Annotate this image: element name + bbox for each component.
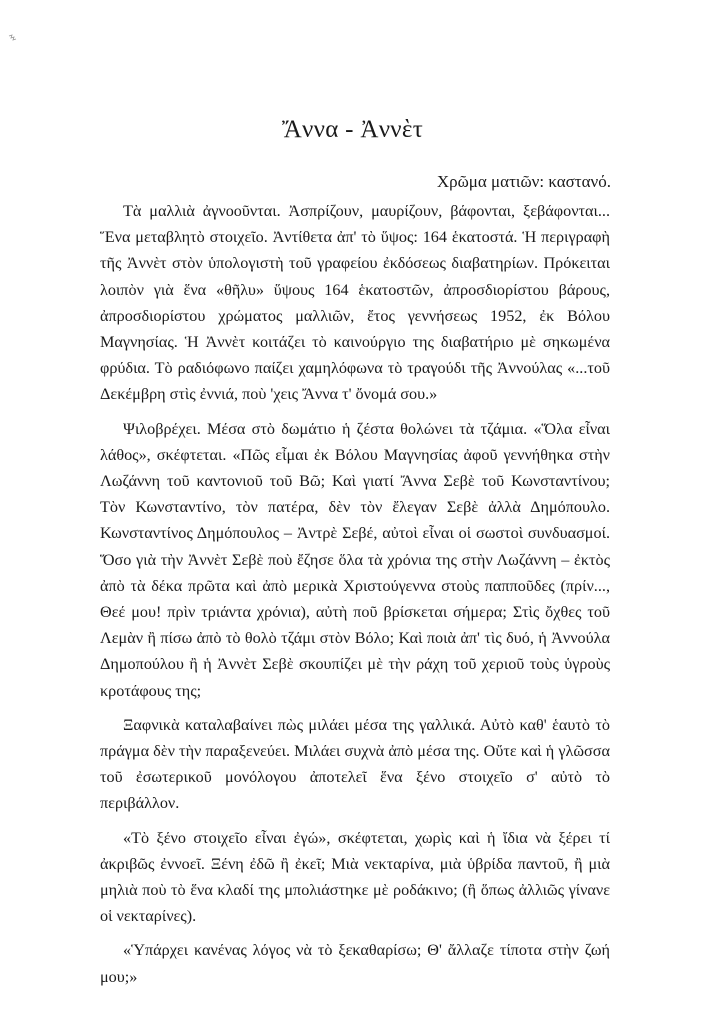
chapter-title: Ἄννα - Ἀννὲτ bbox=[281, 116, 424, 143]
paragraph-5: «Ὑπάρχει κανένας λόγος νὰ τὸ ξεκαθαρίσω; Θ' ἄλλαζε τίποτα στὴν ζωή μου;» bbox=[100, 941, 610, 986]
body-text bbox=[100, 198, 610, 998]
scan-speck-mark bbox=[8, 34, 18, 42]
epigraph-eye-color: Χρῶμα ματιῶν: καστανό. bbox=[436, 172, 611, 191]
paragraph-1: Τὰ μαλλιὰ ἀγνοοῦνται. Ἀσπρίζουν, μαυρίζουν, βάφονται, ξεβάφονται... Ἕνα μεταβλητὸ στοιχεῖο. Ἀντίθετα ἀπ' τὸ ὕψος: 164 ἑκατοστά. Ἡ περιγραφὴ τῆς Ἀννὲτ στὸν ὑπολογιστὴ τοῦ γραφείου ἐκδόσεως διαβατηρίων. Πρόκειται λοιπὸν γιὰ ἕνα «θῆλυ» ὕψους 164 ἑκατοστῶν, ἀπροσδιορίστου βάρους, ἀπροσδιορίστου χρώματος μαλλιῶν, ἔτος γεννήσεως 1952, ἐκ Βόλου Μαγνησίας. Ἡ Ἀννὲτ κοιτάζει τὸ καινούργιο της διαβατήριο μὲ σηκωμένα φρύδια. Τὸ ραδιόφωνο παίζει χαμηλόφωνα τὸ τραγούδι τῆς Ἀννούλας «...τοῦ Δεκέμβρη στὶς ἐννιά, ποὺ 'χεις Ἄννα τ' ὄνομά σου.» bbox=[100, 202, 610, 404]
paragraph-3: Ξαφνικὰ καταλαβαίνει πὼς μιλάει μέσα της γαλλικά. Αὐτὸ καθ' ἑαυτὸ τὸ πράγμα δὲν τὴν παραξενεύει. Μιλάει συχνὰ ἀπὸ μέσα της. Οὔτε καὶ ἡ γλῶσσα τοῦ ἐσωτερικοῦ μονόλογου ἀποτελεῖ ἕνα ξένο στοιχεῖο σ' αὐτὸ τὸ περιβάλλον. bbox=[100, 715, 610, 813]
paragraph-4: «Τὸ ξένο στοιχεῖο εἶναι ἐγώ», σκέφτεται, χωρὶς καὶ ἡ ἴδια νὰ ξέρει τί ἀκριβῶς ἐννοεῖ. Ξένη ἐδῶ ἢ ἐκεῖ; Μιὰ νεκταρίνα, μιὰ ὑβρίδα παντοῦ, ἢ μιὰ μηλιὰ ποὺ τὸ ἕνα κλαδί της μπολιάστηκε μὲ ροδάκινο; (ἢ ὅπως ἀλλιῶς γίνανε οἱ νεκταρίνες). bbox=[100, 828, 610, 926]
paragraph-2: Ψιλοβρέχει. Μέσα στὸ δωμάτιο ἡ ζέστα θολώνει τὰ τζάμια. «Ὅλα εἶναι λάθος», σκέφτεται. «Πῶς εἶμαι ἐκ Βόλου Μαγνησίας ἀφοῦ γεννήθηκα στὴν Λωζάννη τοῦ καντονιοῦ τοῦ Βῶ; Καὶ γιατί Ἄννα Σεβὲ τοῦ Κωνσταντίνου; Τὸν Κωνσταντίνο, τὸν πατέρα, δὲν τὸν ἔλεγαν Σεβὲ ἀλλὰ Δημόπουλο. Κωνσταντίνος Δημόπουλος – Ἀντρὲ Σεβέ, αὐτοὶ εἶναι οἱ σωστοὶ συνδυασμοί. Ὅσο γιὰ τὴν Ἀννὲτ Σεβὲ ποὺ ἔζησε ὅλα τὰ χρόνια της στὴν Λωζάννη – ἐκτὸς ἀπὸ τὰ δέκα πρῶτα καὶ ἀπὸ μερικὰ Χριστούγεννα στοὺς παπποῦδες (πρίν..., Θεέ μου! πρὶν τριάντα χρόνια), αὐτὴ ποῦ βρίσκεται σήμερα; Στὶς ὄχθες τοῦ Λεμὰν ἢ πίσω ἀπὸ τὸ θολὸ τζάμι στὸν Βόλο; Καὶ ποιὰ ἀπ' τὶς δυό, ἡ Ἀννούλα Δημοπούλου ἢ ἡ Ἀννὲτ Σεβὲ σκουπίζει μὲ τὴν ράχη τοῦ χεριοῦ τοὺς ὑγροὺς κροτάφους της; bbox=[100, 419, 610, 700]
